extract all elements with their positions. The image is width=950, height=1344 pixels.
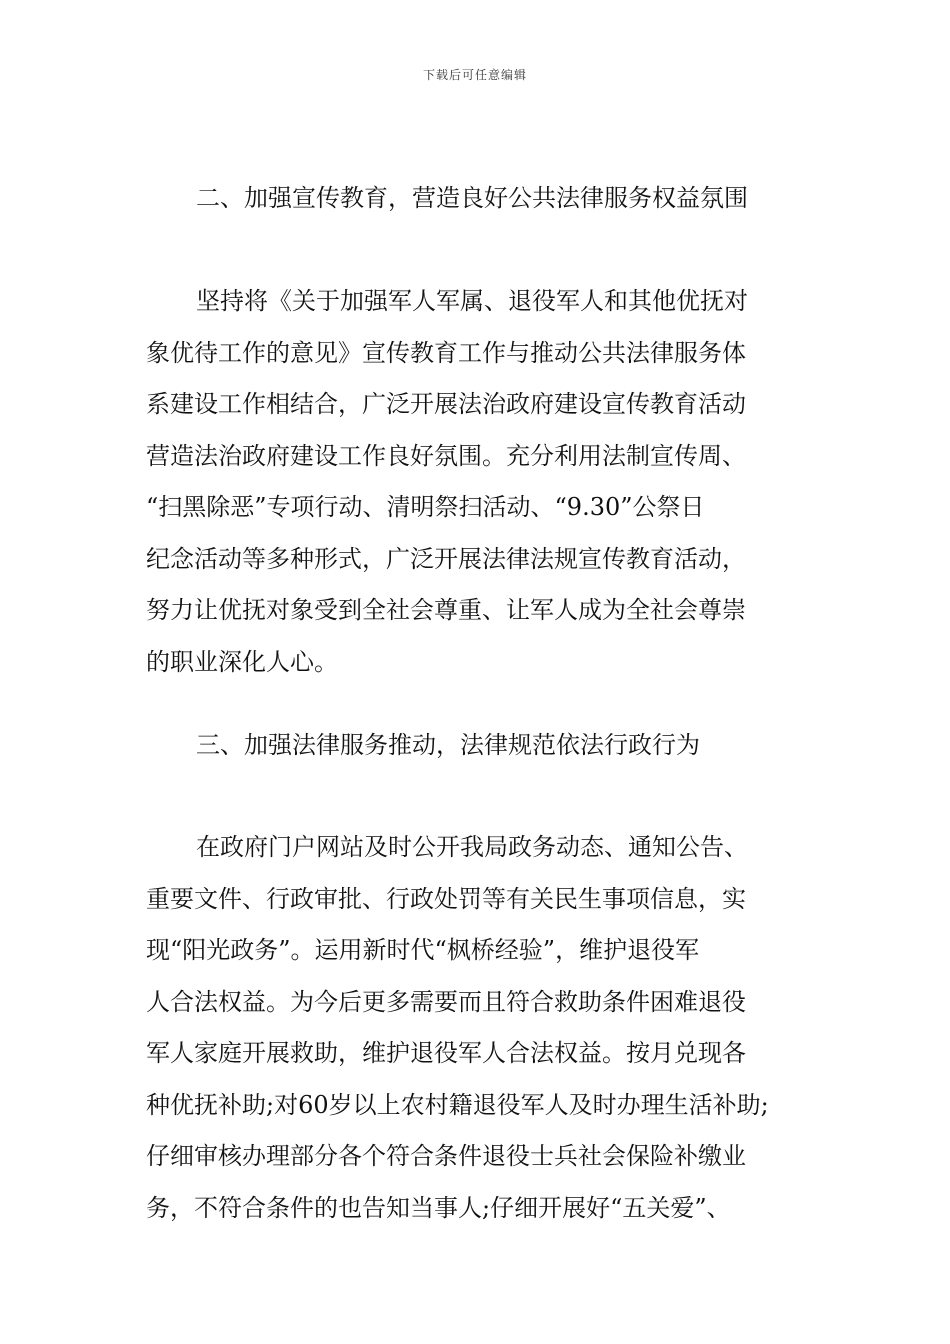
paragraph-line: 仔细审核办理部分各个符合条件退役士兵社会保险补缴业 <box>146 1142 746 1170</box>
page-header-note: 下载后可任意编辑 <box>422 68 527 82</box>
section-3-heading-block <box>146 720 816 772</box>
paragraph-line: 象优待工作的意见》宣传教育工作与推动公共法律服务体 <box>146 338 746 367</box>
paragraph-line: 军人家庭开展救助，维护退役军人合法权益。按月兑现各 <box>146 1039 746 1067</box>
paragraph-line: 种优抚补助;对60岁以上农村籍退役军人及时办理生活补助; <box>146 1090 769 1119</box>
section-3-heading: 三、加强法律服务推动，法律规范依法行政行为 <box>196 731 700 759</box>
paragraph-line: “扫黑除恶”专项行动、清明祭扫活动、“9.30”公祭日 <box>146 493 705 521</box>
paragraph-line: 坚持将《关于加强军人军属、退役军人和其他优抚对 <box>196 287 748 315</box>
paragraph-line: 重要文件、行政审批、行政处罚等有关民生事项信息，实 <box>146 884 746 913</box>
section-3-paragraph <box>146 822 816 1234</box>
section-2-heading-block <box>146 173 816 225</box>
paragraph-line: 纪念活动等多种形式，广泛开展法律法规宣传教育活动， <box>146 544 746 573</box>
paragraph-line: 在政府门户网站及时公开我局政务动态、通知公告、 <box>196 833 748 861</box>
paragraph-line: 的职业深化人心。 <box>146 647 338 676</box>
paragraph-line: 人合法权益。为今后更多需要而且符合救助条件困难退役 <box>146 987 746 1016</box>
paragraph-line: 努力让优抚对象受到全社会尊重、让军人成为全社会尊崇 <box>146 596 746 624</box>
paragraph-line: 营造法治政府建设工作良好氛围。充分利用法制宣传周、 <box>146 441 746 470</box>
paragraph-line: 务，不符合条件的也告知当事人;仔细开展好“五关爱”、 <box>146 1193 731 1222</box>
section-2-paragraph <box>146 276 816 688</box>
section-2-heading: 二、加强宣传教育，营造良好公共法律服务权益氛围 <box>196 184 748 212</box>
paragraph-line: 现“阳光政务”。运用新时代“枫桥经验”，维护退役军 <box>146 936 700 964</box>
paragraph-line: 系建设工作相结合，广泛开展法治政府建设宣传教育活动 <box>146 390 746 418</box>
